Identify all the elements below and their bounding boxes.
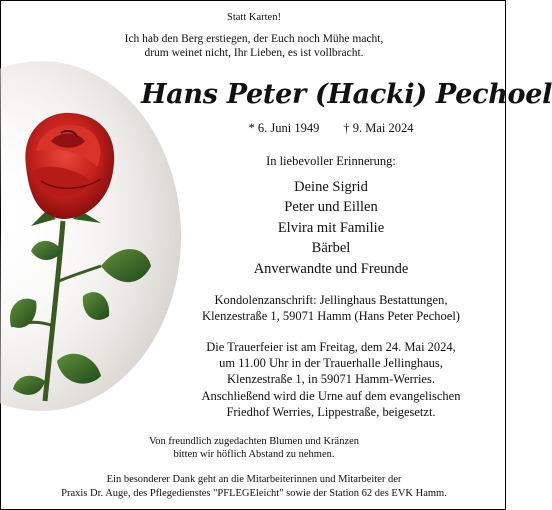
remembrance-intro: In liebevoller Erinnerung: — [266, 154, 396, 168]
birth-date: * 6. Juni 1949 — [248, 121, 320, 135]
death-date: † 9. Mai 2024 — [343, 121, 414, 135]
condolence-line: Klenzestraße 1, 59071 Hamm (Hans Peter Pechoel) — [202, 309, 460, 323]
poem-line: Ich hab den Berg erstiegen, der Euch noch Mühe macht, — [124, 33, 384, 45]
thanks-line: Ein besonderer Dank geht an die Mitarbeiterinnen und Mitarbeiter der — [106, 474, 402, 485]
funeral-line: um 11.00 Uhr in der Trauerhalle Jellinghaus, — [219, 356, 443, 370]
poem-line: drum weinet nicht, Ihr Lieben, es ist vollbracht. — [144, 47, 364, 59]
funeral-line: Die Trauerfeier ist am Freitag, dem 24. Mai 2024, — [206, 340, 456, 354]
funeral-line: Klenzestraße 1, in 59071 Hamm-Werries. — [227, 372, 435, 386]
mourner-name: Peter und Eillen — [284, 199, 378, 215]
rose-illustration — [1, 71, 161, 411]
condolence-line: Kondolenzanschrift: Jellinghaus Bestattungen, — [214, 293, 448, 307]
flowers-note: bitten wir höflich Abstand zu nehmen. — [173, 449, 335, 460]
mourner-name: Bärbel — [311, 240, 351, 256]
notice-label: Statt Karten! — [227, 12, 281, 23]
thanks-line: Praxis Dr. Auge, des Pflegedienstes "PFLEGEleicht" sowie der Station 62 des EVK Hamm. — [61, 488, 447, 499]
flowers-note: Von freundlich zugedachten Blumen und Kränzen — [148, 436, 360, 447]
life-dates — [161, 121, 501, 136]
mourner-name: Deine Sigrid — [294, 179, 368, 195]
funeral-line: Friedhof Werries, Lippestraße, beigesetzt. — [226, 405, 436, 419]
mourner-name: Elvira mit Familie — [277, 220, 385, 236]
funeral-line: Anschließend wird die Urne auf dem evangelischen — [201, 389, 461, 403]
deceased-name: Hans Peter (Hacki) Pechoel — [141, 79, 552, 110]
mourner-name: Anverwandte und Freunde — [253, 261, 409, 277]
